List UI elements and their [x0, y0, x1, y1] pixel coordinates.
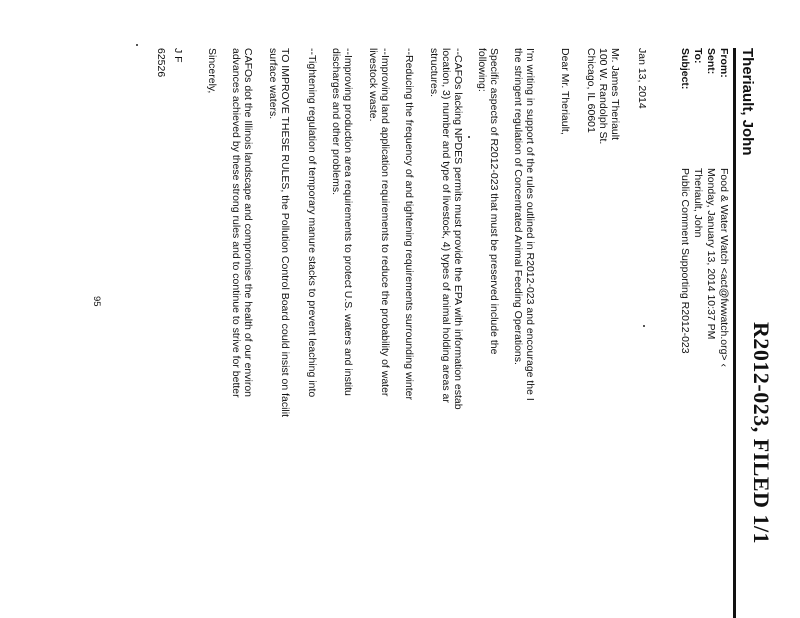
paragraph-line: I'm writing in support of the rules outlined in R2012-023 and encourage the I	[524, 48, 536, 401]
sent-label: Sent:	[705, 48, 717, 75]
signature-initials: J F	[172, 48, 184, 63]
sender-name: Theriault, John	[739, 48, 756, 156]
address-line: Chicago, IL 60601	[585, 48, 597, 133]
paragraph-line: following:	[476, 48, 488, 92]
paragraph-line: --Improving land application requirements to reduce the probability of water	[379, 48, 391, 397]
paragraph-line: the stringent regulation of Concentrated Animal Feeding Operations.	[512, 48, 524, 365]
scan-speck	[136, 44, 138, 46]
subject-value: Public Comment Supporting R2012-023	[679, 168, 691, 354]
sent-value: Monday, January 13, 2014 10:37 PM	[705, 168, 717, 340]
scan-speck	[468, 136, 470, 138]
paragraph-line: livestock waste.	[367, 48, 379, 122]
paragraph-line: surface waters.	[267, 48, 279, 120]
paragraph-line: --Improving production area requirements to protect U.S. waters and institu	[342, 48, 354, 396]
paragraph-line: --Tightening regulation of temporary manure stacks to prevent leaching into	[306, 48, 318, 398]
paragraph-line: TO IMPROVE THESE RULES, the Pollution Control Board could insist on facilit	[279, 48, 291, 418]
to-value: Theriault, John	[692, 168, 704, 238]
from-label: From:	[718, 48, 730, 78]
paragraph-line: --CAFOs lacking NPDES permits must provide the EPA with information estab	[452, 48, 464, 410]
paragraph-line: Specific aspects of R2012-023 that must be preserved include the	[488, 48, 500, 355]
paragraph-line: discharges and other problems.	[330, 48, 342, 196]
from-value: Food & Water Watch <act@fwwatch.org> ‹	[718, 168, 730, 367]
closing: Sincerely,	[206, 48, 218, 94]
paragraph-line: structures.	[428, 48, 440, 98]
letter-date: Jan 13, 2014	[636, 48, 648, 109]
paragraph-line: advances achieved by these strong rules and to continue to strive for better	[230, 48, 242, 398]
paragraph-line: location, 3) number and type of livestock, 4) types of animal holding areas ar	[440, 48, 452, 403]
address-line: 100 W. Randolph St.	[597, 48, 609, 145]
paragraph-line: --Reducing the frequency of and tightening requirements surrounding winter	[403, 48, 415, 400]
scan-speck	[643, 325, 645, 327]
signer-zip: 62526	[155, 48, 167, 78]
salutation: Dear Mr. Theriault,	[559, 48, 571, 135]
header-rule	[733, 48, 736, 618]
to-label: To:	[692, 48, 704, 64]
page-number: 95	[91, 296, 102, 307]
paragraph-line: CAFOs dot the Illinois landscape and compromise the health of our environ	[242, 48, 254, 398]
subject-label: Subject:	[679, 48, 691, 90]
filing-stamp: R2012-023, FILED 1/1	[749, 322, 774, 545]
address-line: Mr. James Theriault	[609, 48, 621, 141]
